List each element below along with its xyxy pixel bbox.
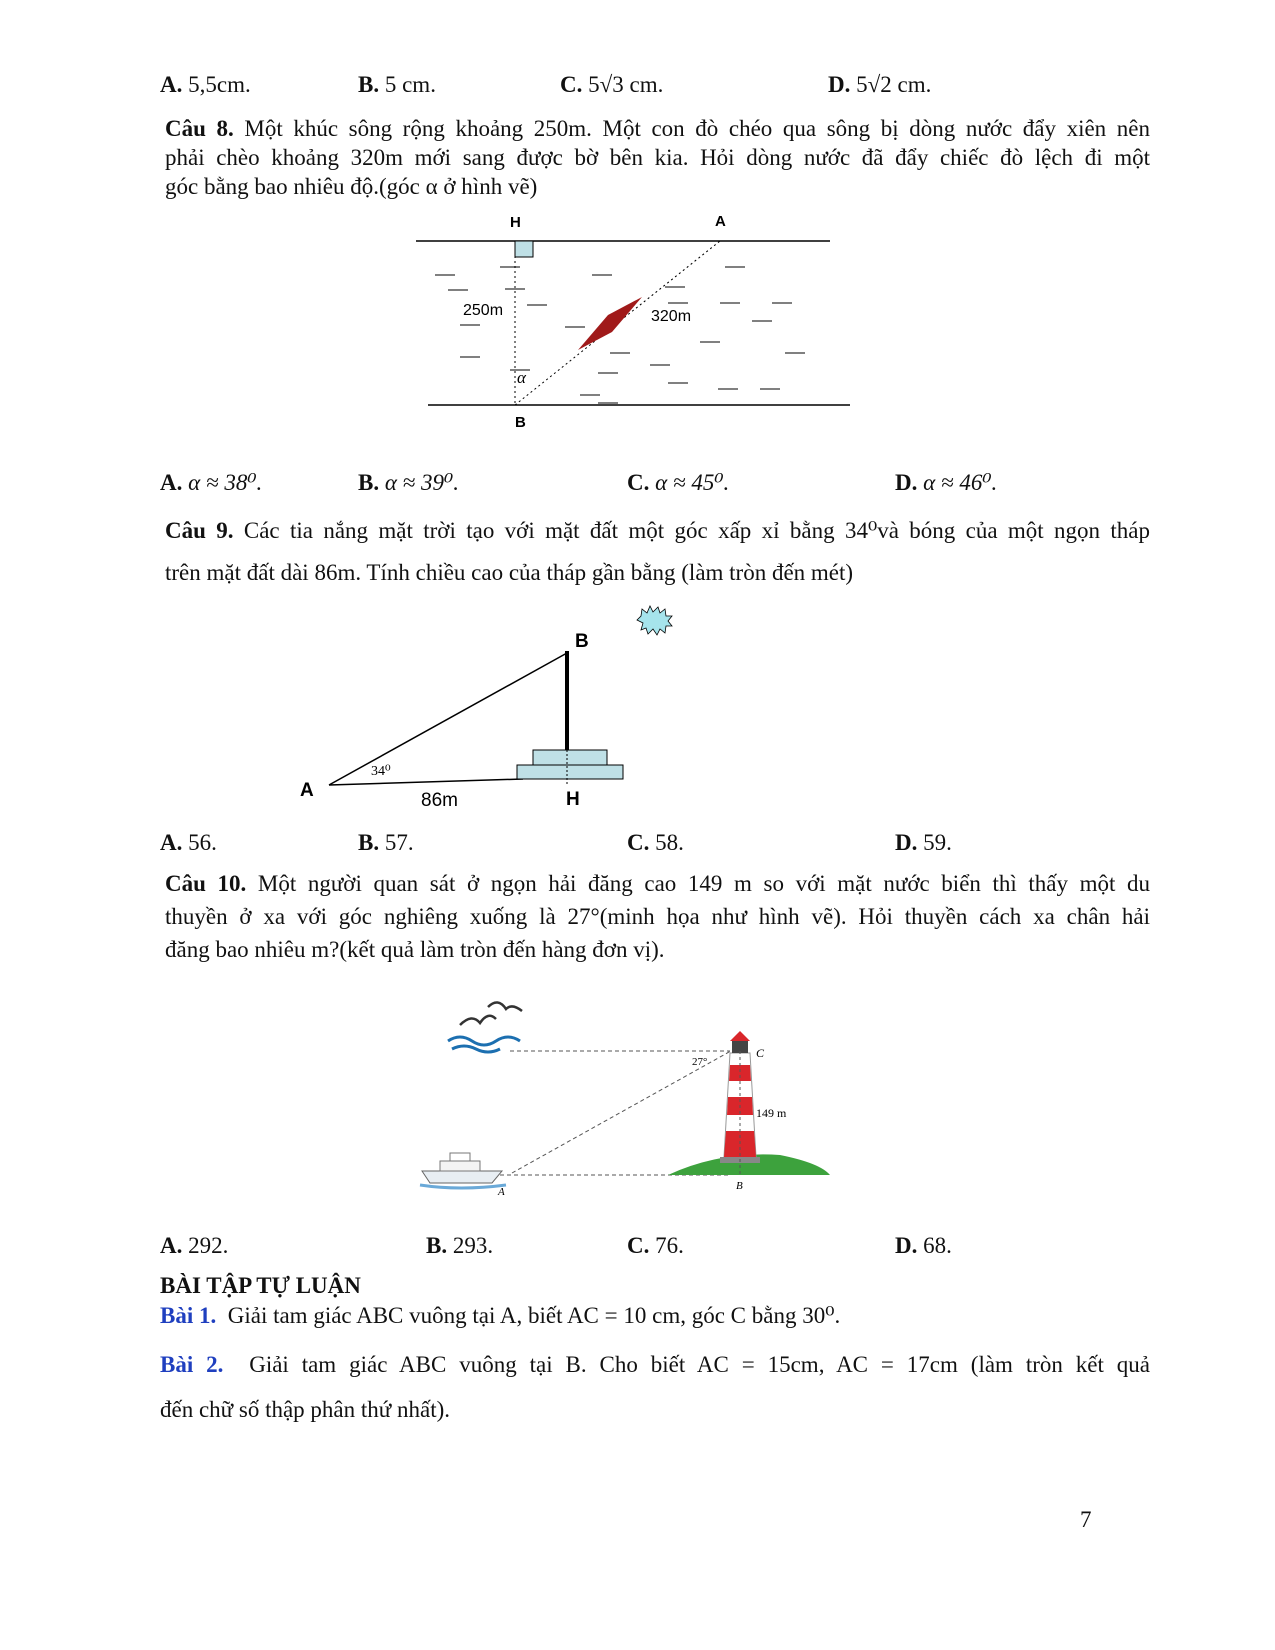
sea-waves-icon bbox=[448, 1037, 520, 1052]
lighthouse-figure bbox=[440, 995, 840, 1205]
q9-option-a: A. 56. bbox=[160, 830, 217, 855]
q8-option-d: D. α ≈ 46⁰. bbox=[895, 470, 998, 495]
q10-option-a: A. 292. bbox=[160, 1233, 229, 1258]
label-height: 149 m bbox=[756, 1106, 787, 1120]
q7-option-b: B. 5 cm. bbox=[358, 72, 436, 97]
label-B: B bbox=[736, 1180, 743, 1192]
tower-base-upper bbox=[533, 750, 607, 765]
label-A: A bbox=[300, 780, 314, 801]
page-number: 7 bbox=[1080, 1507, 1092, 1532]
label-A: A bbox=[498, 1186, 505, 1198]
tower-figure bbox=[295, 595, 695, 820]
q9-option-d: D. 59. bbox=[895, 830, 952, 855]
label-C: C bbox=[756, 1046, 765, 1060]
label-alpha: α bbox=[517, 368, 526, 387]
q7-option-a: A. 5,5cm. bbox=[160, 72, 251, 97]
q9-text: Câu 9. Các tia nắng mặt trời tạo với mặt đất một góc xấp xỉ bằng 34⁰và bóng của một ngọn tháp trên mặt đất dài 86m. Tính chiều cao của tháp gần bằng (làm tròn đến mét) bbox=[165, 518, 1150, 585]
label-A: A bbox=[715, 213, 726, 230]
q9-option-c: C. 58. bbox=[627, 830, 684, 855]
q8-text: Câu 8. Một khúc sông rộng khoảng 250m. Một con đò chéo qua sông bị dòng nước đẩy xiên nên phải chèo khoảng 320m mới sang được bờ bên kia. Hỏi dòng nước đã đẩy chiếc đò lệch đi một góc bằng bao nhiêu độ.(góc α ở hình vẽ) bbox=[165, 116, 1150, 199]
label-B: B bbox=[515, 414, 526, 431]
boat-icon bbox=[420, 1153, 506, 1188]
boat-shape bbox=[578, 297, 642, 350]
q10-option-b: B. 293. bbox=[426, 1233, 494, 1258]
birds-icon bbox=[460, 1002, 522, 1025]
section-title: BÀI TẬP TỰ LUẬN bbox=[160, 1273, 361, 1298]
label-angle: 27° bbox=[692, 1056, 708, 1068]
river-figure bbox=[400, 205, 860, 440]
q8-option-c: C. α ≈ 45⁰. bbox=[627, 470, 730, 495]
q8-option-a: A. α ≈ 38⁰. bbox=[160, 470, 263, 495]
q7-option-d: D. 5√2 cm. bbox=[828, 72, 932, 97]
water-waves bbox=[435, 267, 805, 403]
tower-base-lower bbox=[517, 765, 623, 779]
q8-option-b: B. α ≈ 39⁰. bbox=[358, 470, 460, 495]
label-angle: 34⁰ bbox=[371, 764, 391, 779]
bai1: Bài 1. Giải tam giác ABC vuông tại A, biết AC = 10 cm, góc C bằng 30⁰. bbox=[160, 1303, 841, 1328]
label-path: 320m bbox=[651, 308, 692, 325]
label-width: 250m bbox=[463, 302, 504, 319]
label-H: H bbox=[566, 789, 580, 810]
bai2: Bài 2. Giải tam giác ABC vuông tại B. Cho biết AC = 15cm, AC = 17cm (làm tròn kết quả đến chữ số thập phân thứ nhất). bbox=[160, 1352, 1151, 1422]
q10-option-c: C. 76. bbox=[627, 1233, 684, 1258]
label-H: H bbox=[510, 214, 521, 231]
label-B: B bbox=[575, 631, 589, 652]
q9-option-b: B. 57. bbox=[358, 830, 414, 855]
shadow-line bbox=[329, 779, 523, 785]
label-shadow: 86m bbox=[421, 790, 458, 811]
sun-icon bbox=[637, 606, 672, 635]
q10-option-d: D. 68. bbox=[895, 1233, 952, 1258]
q7-option-c: C. 5√3 cm. bbox=[560, 72, 664, 97]
right-angle-mark bbox=[515, 241, 533, 257]
q10-text: Câu 10. Một người quan sát ở ngọn hải đăng cao 149 m so với mặt nước biển thì thấy một du thuyền ở xa với góc nghiêng xuống là 27°(minh họa như hình vẽ). Hỏi thuyền cách xa chân hải đăng bao nhiêu m?(kết quả làm tròn đến hàng đơn vị). bbox=[165, 871, 1151, 962]
